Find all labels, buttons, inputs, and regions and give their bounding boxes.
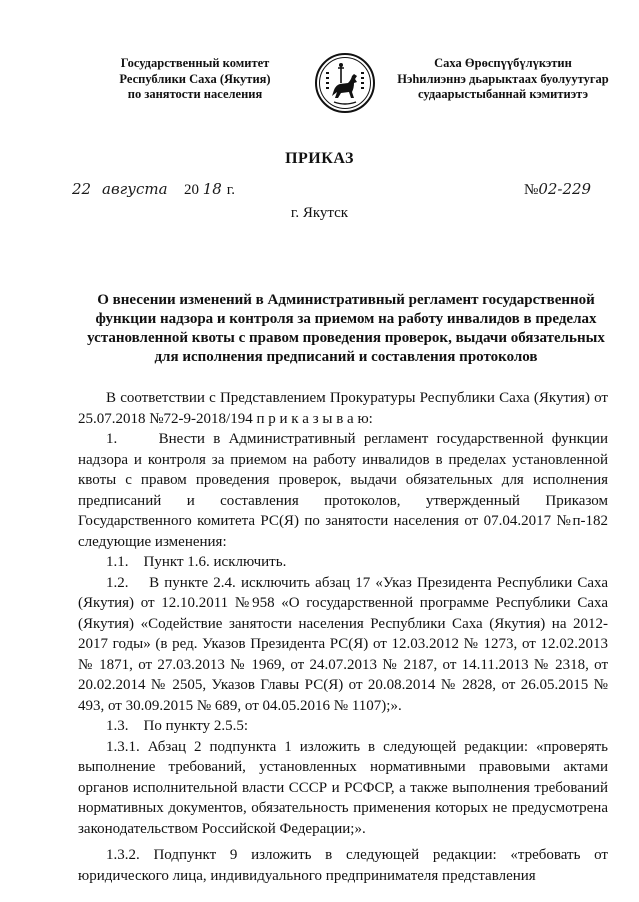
body-paragraph: 1.2. В пункте 2.4. исключить абзац 17 «Указ Президента Республики Саха (Якутия) от 12.10.2011 №958 «О государственной программе Республики Саха (Якутия) «Содействие занятости населения Республики Саха (Якутия) на 2012-2017 годы» (в ред. Указов Президента РС(Я) от 12.03.2012 № 1273, от 12.02.2013 № 1871, от 27.03.2013 № 1969, от 24.07.2013 № 2187, от 14.11.2013 № 2318, от 20.02.2014 № 2505, Указов Главы РС(Я) от 20.08.2014 № 2828, от 26.05.2015 № 493, от 30.09.2015 № 689, от 04.05.2016 № 1107);». (78, 574, 608, 714)
heading-line: для исполнения предписаний и составления протоколов (154, 349, 538, 365)
issuer-line: Саха Өрөспүүбүлүкэтин (434, 56, 572, 70)
issuer-line: Нэһилиэннэ дьарыктаах буолуутугар (397, 71, 609, 86)
issuer-line: Государственный комитет (120, 56, 270, 70)
body-paragraph: 1.3. По пункту 2.5.5: (106, 718, 249, 734)
number-prefix: № (524, 182, 539, 198)
date-day: 22 (72, 180, 92, 198)
issuer-line: судаарыстыбаннай кэмитиэтэ (418, 87, 588, 101)
date-year-prefix: 20 (184, 182, 199, 198)
order-subject-heading (86, 291, 606, 367)
body-paragraph: 1.3.2. Подпункт 9 изложить в следующей редакции: «требовать от юридического лица, индивидуального предпринимателя представления (78, 847, 608, 884)
order-body (78, 388, 608, 886)
date-month: августа (102, 180, 168, 198)
body-paragraph: 1. Внести в Административный регламент государственной функции надзора и контроля за приемом на работу инвалидов в пределах установленной квоты с правом проведения проверок, выдачи обязательных для исполнения предписаний и составления протоколов, утвержденный Приказом Государственного комитета РС(Я) по занятости населения от 07.04.2017 №п-182 следующие изменения: (78, 431, 608, 550)
number-value: 02-229 (538, 180, 592, 198)
issuer-line: Республики Саха (Якутия) (119, 71, 271, 86)
heading-line: функции надзора и контроля за приемом на работу инвалидов в пределах (95, 311, 597, 327)
date-suffix: г. (226, 182, 235, 198)
coat-of-arms-emblem (314, 52, 376, 114)
city: г. Якутск (290, 205, 349, 221)
heading-line: установленной квоты с правом проведения проверок, выдачи обязательных (87, 330, 605, 346)
issuer-line: по занятости населения (127, 87, 263, 101)
issuer-name-russian (100, 56, 290, 103)
body-paragraph: 1.3.1. Абзац 2 подпункта 1 изложить в следующей редакции: «проверять выполнение требований, установленных нормативными правовыми актами органов исполнительной власти СССР и РСФСР, а также выполнения требований нормативных документов, обязательность применения которых не предусмотрена законодательством Российской Федерации;». (78, 738, 608, 837)
order-number (524, 180, 591, 199)
heading-line: О внесении изменений в Административный регламент государственной (97, 292, 595, 308)
date-year-suffix: 18 (202, 180, 222, 198)
document-title: ПРИКАЗ (285, 150, 354, 167)
order-date (72, 180, 235, 199)
body-paragraph: В соответствии с Представлением Прокуратуры Республики Саха (Якутия) от 25.07.2018 №72-9-2018/194 п р и к а з ы в а ю: (78, 390, 608, 427)
issuer-name-yakut (378, 56, 628, 103)
body-paragraph: 1.1. Пункт 1.6. исключить. (106, 554, 287, 570)
